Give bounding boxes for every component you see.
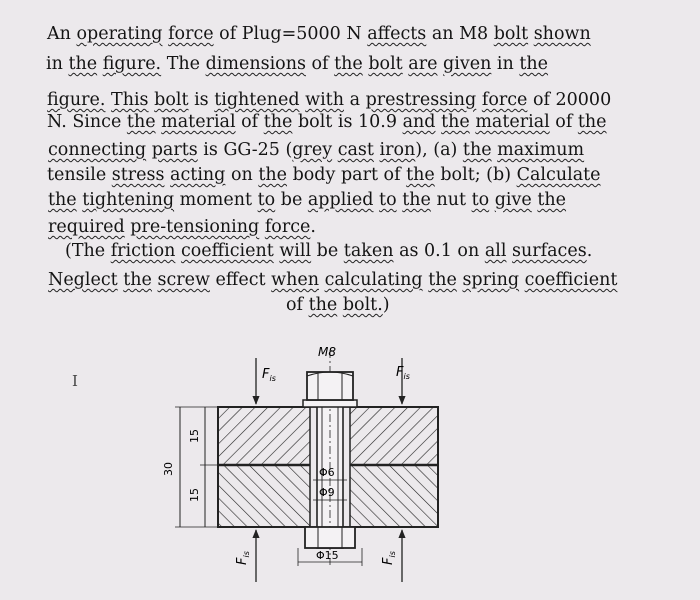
underlined-word: the (519, 54, 549, 74)
text-run: a (344, 90, 366, 110)
underlined-word: the (428, 270, 457, 290)
underlined-word: prestressing (365, 90, 477, 110)
force-label-bottom-left (235, 551, 251, 565)
svg-text:Fis: $F_{is}$ (381, 551, 397, 565)
underlined-word: coefficient (524, 270, 618, 290)
underlined-word: surfaces (512, 241, 587, 261)
underlined-word: Calculate (516, 165, 601, 185)
underlined-word: when (271, 270, 319, 290)
underlined-word: the (406, 165, 435, 185)
bolt-size-label: M8 (318, 345, 336, 359)
underlined-word: the (263, 112, 293, 132)
underlined-word: tightening (82, 190, 175, 210)
underlined-word: force (264, 217, 311, 237)
text-run: of (235, 112, 264, 132)
underlined-word: figure. (102, 54, 162, 74)
svg-text:Fis: $F_{is}$ (262, 367, 276, 383)
underlined-word: given (443, 54, 492, 74)
text-run: be (275, 190, 308, 210)
dim-hole-upper: Φ6 (319, 466, 335, 479)
underlined-word: material (161, 112, 236, 132)
force-label-top-left (262, 367, 276, 383)
force-label-top-right (396, 365, 410, 381)
underlined-word: grey (292, 140, 333, 160)
svg-text:Fis: $F_{is}$ (396, 365, 410, 381)
text-run: (The (65, 241, 111, 261)
text-run: bolt; (b) (434, 165, 517, 185)
underlined-word: applied (307, 190, 374, 210)
dim-lower-thickness: 15 (188, 488, 201, 502)
underlined-word: parts (151, 140, 198, 160)
underlined-word: operating (76, 24, 163, 44)
text-run: as 0.1 on (393, 241, 485, 261)
underlined-word: affects (367, 24, 427, 44)
underlined-word: and (402, 112, 436, 132)
text-run: N. Since (47, 112, 127, 132)
underlined-word: calculating (324, 270, 423, 290)
text-run: in (491, 54, 520, 74)
text-run: bolt is 10.9 (292, 112, 403, 132)
underlined-word: force (481, 90, 528, 110)
underlined-word: force (168, 24, 214, 44)
text-run: an M8 (426, 24, 494, 44)
underlined-word: to (471, 190, 490, 210)
bolt-head (305, 527, 355, 548)
nut (307, 372, 353, 400)
underlined-word: the (258, 165, 287, 185)
text-run: of 20000 (527, 90, 612, 110)
underlined-word: spring (462, 270, 520, 290)
text-run: . (310, 217, 316, 237)
text-run: be (311, 241, 344, 261)
underlined-word: the (537, 190, 567, 210)
text-run: of (549, 112, 578, 132)
underlined-word: to (257, 190, 276, 210)
underlined-word: the (577, 112, 607, 132)
underlined-word: the (441, 112, 470, 132)
underlined-word: taken (343, 241, 394, 261)
underlined-word: Neglect (48, 270, 118, 290)
underlined-word: screw (157, 270, 210, 290)
text-run: of Plug=5000 N (213, 24, 368, 44)
underlined-word: cast (337, 140, 374, 160)
text-run: . (586, 241, 593, 261)
underlined-word: dimensions (205, 54, 306, 74)
underlined-word: required (48, 217, 125, 237)
dim-upper-thickness: 15 (188, 429, 201, 443)
text-run: ), (a) (415, 140, 463, 160)
underlined-word: bolt (493, 24, 529, 44)
underlined-word: stress (111, 165, 165, 185)
underlined-word: bolt. (342, 295, 383, 315)
underlined-word: tightened (214, 90, 300, 110)
underlined-word: the (123, 270, 152, 290)
text-run: in (46, 54, 69, 74)
text-cursor-icon: I (72, 372, 78, 390)
underlined-word: iron (379, 140, 416, 160)
underlined-word: This (111, 90, 149, 110)
dim-total-thickness: 30 (162, 462, 175, 476)
text-run: body part of (287, 165, 407, 185)
text-run: of (305, 54, 335, 74)
text-run: moment (174, 190, 258, 210)
underlined-word: the (48, 190, 77, 210)
top-washer (303, 400, 357, 407)
underlined-word: figure. (47, 90, 106, 110)
underlined-word: acting (170, 165, 226, 185)
underlined-word: the (334, 54, 363, 74)
text-run: effect (209, 270, 272, 290)
text-run: is (188, 90, 215, 110)
underlined-word: to (379, 190, 397, 210)
underlined-word: bolt (368, 54, 403, 74)
text-run: on (225, 165, 259, 185)
underlined-word: coefficient (180, 241, 274, 261)
underlined-word: maximum (497, 140, 585, 160)
text-run: The (161, 54, 206, 74)
underlined-word: shown (533, 24, 591, 44)
underlined-word: friction (110, 241, 176, 261)
underlined-word: all (484, 241, 507, 261)
text-run: of (286, 295, 309, 315)
underlined-word: pre-tensioning (130, 217, 260, 237)
underlined-word: the (462, 140, 492, 160)
force-label-bottom-right (381, 551, 397, 565)
text-run: An (47, 24, 77, 44)
underlined-word: the (402, 190, 431, 210)
underlined-word: give (494, 190, 532, 210)
underlined-word: the (308, 295, 338, 315)
underlined-word: connecting (48, 140, 147, 160)
underlined-word: bolt (154, 90, 189, 110)
underlined-word: the (68, 54, 98, 74)
dim-hole-lower: Φ9 (319, 486, 335, 499)
text-run: ) (382, 295, 390, 315)
underlined-word: material (475, 112, 550, 132)
svg-text:Fis: $F_{is}$ (235, 551, 251, 565)
underlined-word: will (279, 241, 312, 261)
text-run: is GG-25 ( (197, 140, 293, 160)
dim-washer-diameter: Φ15 (316, 549, 339, 562)
text-run: nut (430, 190, 472, 210)
underlined-word: the (126, 112, 156, 132)
text-run: tensile (47, 165, 112, 185)
underlined-word: with (305, 90, 344, 110)
underlined-word: are (408, 54, 438, 74)
